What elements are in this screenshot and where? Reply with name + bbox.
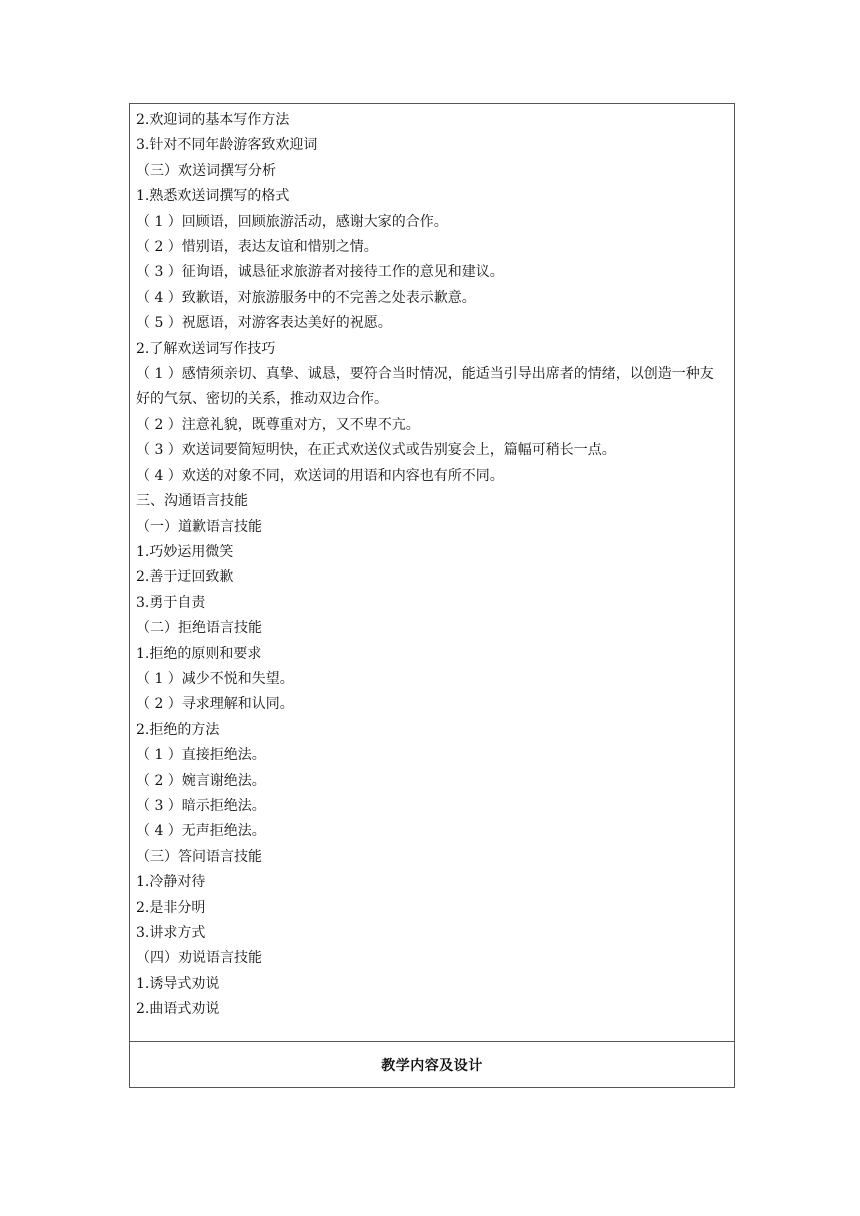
content-line: 3.讲求方式 [136, 925, 206, 941]
content-line: （ 2 ）婉言谢绝法。 [136, 772, 266, 789]
section-heading: （四）劝说语言技能 [136, 950, 262, 967]
section-heading: （三）答问语言技能 [136, 848, 262, 865]
content-line: （ 4 ）欢送的对象不同，欢送词的用语和内容也有所不同。 [136, 467, 504, 484]
content-line: （ 1 ）回顾语，回顾旅游活动，感谢大家的合作。 [136, 213, 448, 230]
content-line: 1.熟悉欢送词撰写的格式 [136, 188, 290, 205]
content-line: 3.针对不同年龄游客致欢迎词 [136, 137, 318, 154]
footer-cell [130, 1042, 734, 1087]
content-line: （ 2 ）注意礼貌，既尊重对方，又不卑不亢。 [136, 416, 420, 433]
document-table [129, 103, 735, 1088]
content-line: （ 2 ）惜别语，表达友谊和惜别之情。 [136, 239, 378, 256]
content-line: 1.巧妙运用微笑 [136, 543, 234, 560]
content-line: （ 1 ）感情须亲切、真挚、诚恳，要符合当时情况，能适当引导出席者的情绪，以创造一种友 好的气氛、密切的关系，推动双边合作。 [136, 366, 714, 408]
content-line: 1.冷静对待 [136, 874, 206, 891]
section-heading: 三、沟通语言技能 [136, 493, 248, 510]
content-line: 2.欢迎词的基本写作方法 [136, 112, 290, 128]
content-line: 1.拒绝的原则和要求 [136, 645, 262, 662]
content-line: （ 3 ）暗示拒绝法。 [136, 797, 266, 814]
content-line: （ 1 ）直接拒绝法。 [136, 747, 266, 764]
section-heading: （一）道歉语言技能 [136, 518, 262, 535]
content-line: 2.曲语式劝说 [136, 1001, 220, 1018]
content-line: （ 4 ）致歉语，对旅游服务中的不完善之处表示歉意。 [136, 289, 476, 306]
content-line: （ 5 ）祝愿语，对游客表达美好的祝愿。 [136, 315, 392, 332]
content-line: 2.是非分明 [136, 899, 206, 916]
content-line: （ 3 ）征询语，诚恳征求旅游者对接待工作的意见和建议。 [136, 264, 504, 281]
content-line: （ 3 ）欢送词要简短明快，在正式欢送仪式或告别宴会上，篇幅可稍长一点。 [136, 442, 616, 459]
content-line: 3.勇于自责 [136, 594, 206, 611]
content-line: 2.了解欢送词写作技巧 [136, 340, 276, 357]
content-cell [130, 104, 734, 1042]
content-line: 2.善于迂回致歉 [136, 569, 234, 586]
content-line: 1.诱导式劝说 [136, 975, 220, 992]
section-heading: （三）欢送词撰写分析 [136, 162, 276, 179]
content-line: 2.拒绝的方法 [136, 721, 220, 738]
section-heading: （二）拒绝语言技能 [136, 620, 262, 637]
content-line: （ 1 ）减少不悦和失望。 [136, 670, 294, 687]
content-line: （ 2 ）寻求理解和认同。 [136, 696, 294, 713]
footer-title: 教学内容及设计 [381, 1057, 483, 1074]
content-line: （ 4 ）无声拒绝法。 [136, 823, 266, 840]
